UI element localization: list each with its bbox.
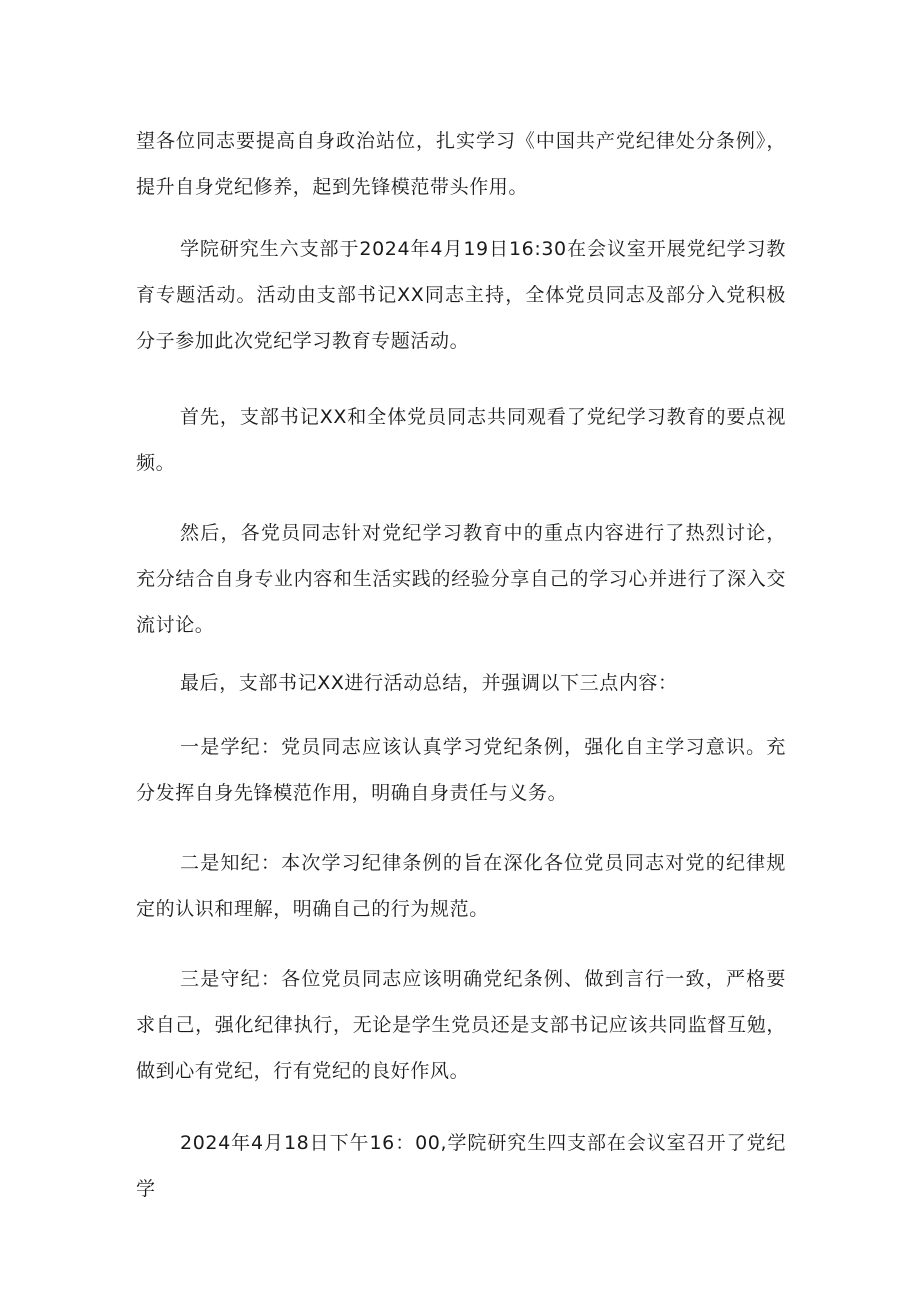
paragraph-1: 望各位同志要提高自身政治站位，扎实学习《中国共产党纪律处分条例》，提升自身党纪修养，起到先锋模范带头作用。 xyxy=(136,130,786,198)
paragraph-5: 最后，支部书记XX进行活动总结，并强调以下三点内容： xyxy=(180,672,678,694)
paragraph-4: 然后，各党员同志针对党纪学习教育中的重点内容进行了热烈讨论，充分结合自身专业内容和生活实践的经验分享自己的学习心并进行了深入交流讨论。 xyxy=(136,522,786,636)
paragraph-2: 学院研究生六支部于2024年4月19日16:30在会议室开展党纪学习教育专题活动。活动由支部书记XX同志主持，全体党员同志及部分入党积极分子参加此次党纪学习教育专题活动。 xyxy=(136,238,786,352)
paragraph-6: 一是学纪：党员同志应该认真学习党纪条例，强化自主学习意识。充分发挥自身先锋模范作用，明确自身责任与义务。 xyxy=(136,736,786,804)
paragraph-8: 三是守纪：各位党员同志应该明确党纪条例、做到言行一致，严格要求自己，强化纪律执行，无论是学生党员还是支部书记应该共同监督互勉，做到心有党纪，行有党纪的良好作风。 xyxy=(136,968,786,1082)
paragraph-9: 2024年4月18日下午16：00,学院研究生四支部在会议室召开了党纪学 xyxy=(136,1132,786,1200)
paragraph-3: 首先，支部书记XX和全体党员同志共同观看了党纪学习教育的要点视频。 xyxy=(136,406,786,474)
paragraph-7: 二是知纪：本次学习纪律条例的旨在深化各位党员同志对党的纪律规定的认识和理解，明确自己的行为规范。 xyxy=(136,852,786,920)
